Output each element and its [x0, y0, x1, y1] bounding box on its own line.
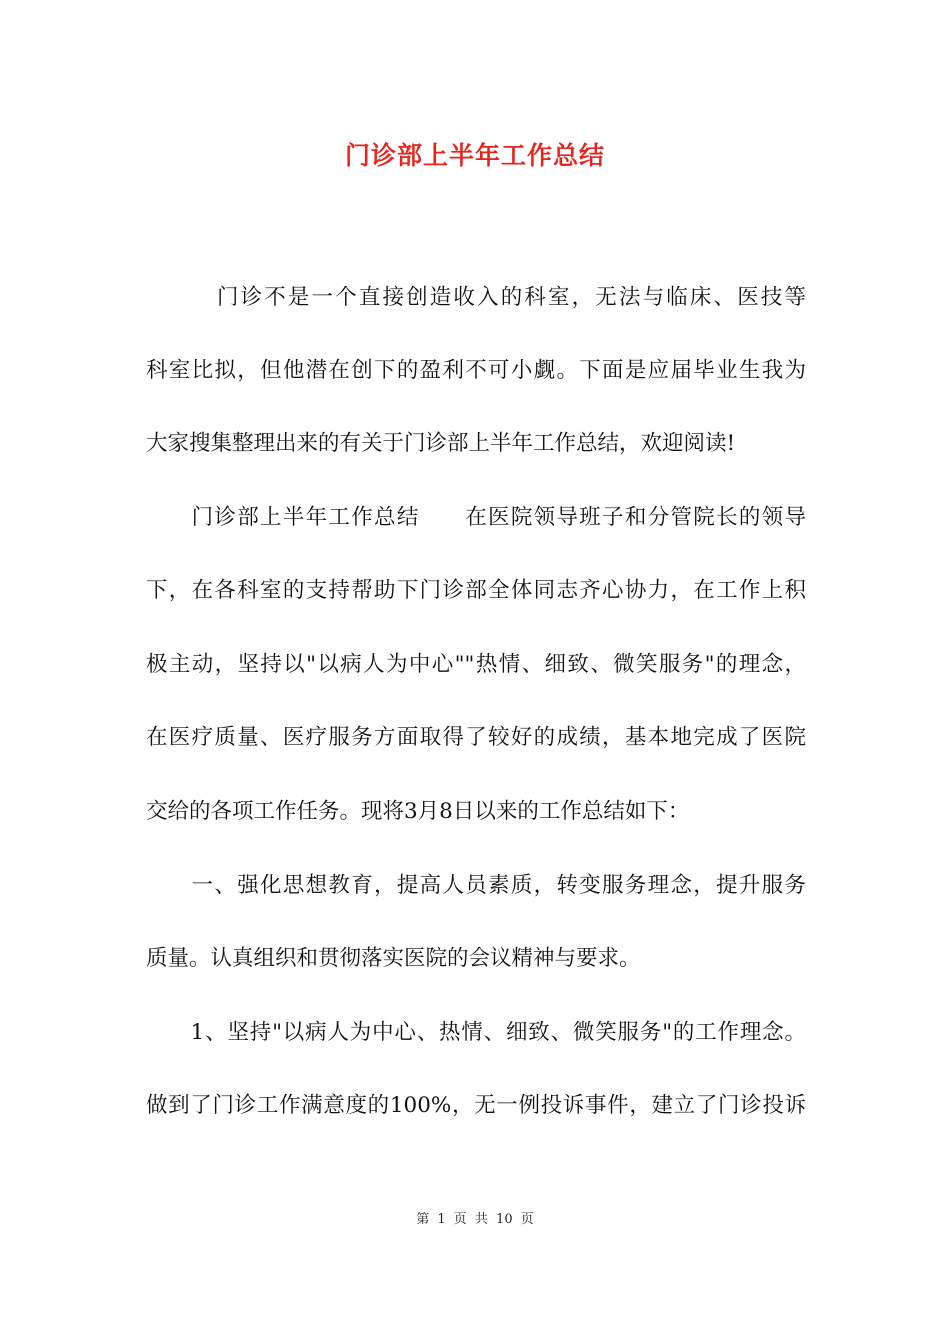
- paragraph-line: 1、坚持"以病人为中心、热情、细致、微笑服务"的工作理念。: [146, 1020, 806, 1045]
- paragraph-line: 门诊部上半年工作总结 在医院领导班子和分管院长的领导: [146, 505, 806, 530]
- paragraph-line: 一、强化思想教育，提高人员素质，转变服务理念，提升服务: [146, 873, 806, 898]
- paragraph-line: 科室比拟，但他潜在创下的盈利不可小觑。下面是应届毕业生我为: [146, 358, 806, 383]
- page-number: 第 1 页 共 10 页: [416, 1212, 534, 1227]
- paragraph-line: 做到了门诊工作满意度的100%，无一例投诉事件，建立了门诊投诉: [146, 1093, 806, 1118]
- paragraph-line: 下，在各科室的支持帮助下门诊部全体同志齐心协力，在工作上积: [146, 578, 806, 603]
- paragraph-line: 极主动，坚持以"以病人为中心""热情、细致、微笑服务"的理念，: [146, 652, 806, 677]
- paragraph-line: 交给的各项工作任务。现将3月8日以来的工作总结如下：: [146, 799, 690, 824]
- paragraph-line: 质量。认真组织和贯彻落实医院的会议精神与要求。: [146, 946, 641, 971]
- paragraph-line: 门诊不是一个直接创造收入的科室，无法与临床、医技等: [146, 285, 806, 310]
- paragraph-line: 大家搜集整理出来的有关于门诊部上半年工作总结，欢迎阅读!: [146, 431, 736, 456]
- paragraph-line: 在医疗质量、医疗服务方面取得了较好的成绩，基本地完成了医院: [146, 725, 806, 750]
- document-title: 门诊部上半年工作总结: [344, 141, 605, 170]
